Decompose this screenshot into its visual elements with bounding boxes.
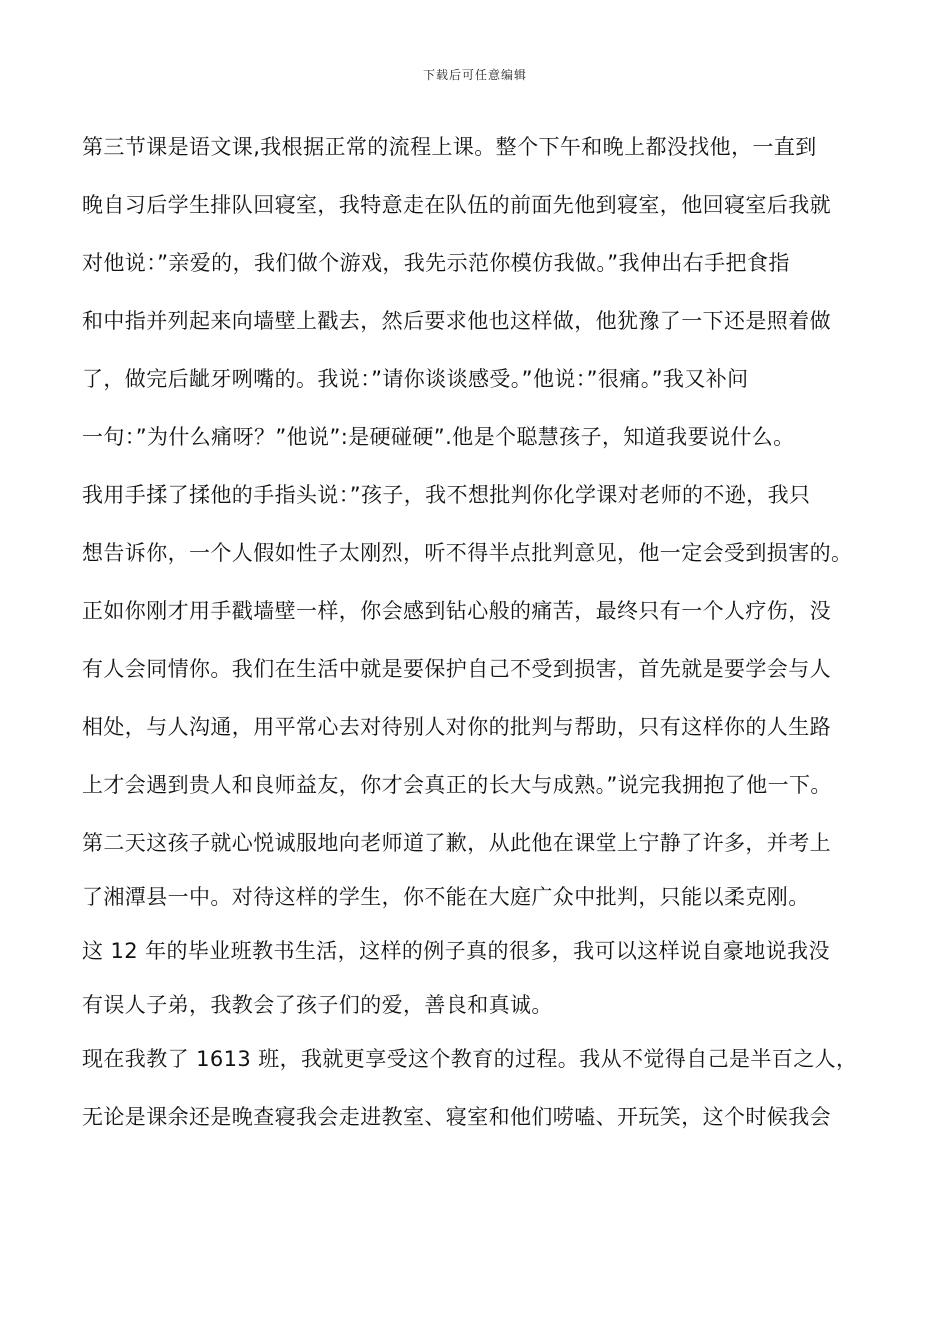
paragraph-line: 这 12 年的毕业班教书生活，这样的例子真的很多，我可以这样说自豪地说我没 — [82, 939, 830, 963]
paragraph-line: 了，做完后龇牙咧嘴的。我说：”请你谈谈感受。”他说：”很痛。”我又补问 — [82, 367, 749, 391]
paragraph-line: 无论是课余还是晚查寝我会走进教室、寝室和他们唠嗑、开玩笑，这个时候我会 — [82, 1105, 831, 1129]
paragraph-line: 想告诉你，一个人假如性子太刚烈，听不得半点批判意见，他一定会受到损害的。 — [82, 541, 853, 565]
paragraph-line: 第二天这孩子就心悦诚服地向老师道了歉，从此他在课堂上宁静了许多，并考上 — [82, 831, 831, 855]
paragraph-line: 我用手揉了揉他的手指头说：”孩子，我不想批判你化学课对老师的不逊，我只 — [82, 483, 811, 507]
paragraph-line: 上才会遇到贵人和良师益友，你才会真正的长大与成熟。”说完我拥抱了他一下。 — [82, 773, 832, 797]
paragraph-line: 和中指并列起来向墙壁上戳去，然后要求他也这样做，他犹豫了一下还是照着做 — [82, 309, 831, 333]
document-body — [82, 118, 882, 1146]
paragraph-line: 现在我教了 1613 班，我就更享受这个教育的过程。我从不觉得自己是半百之人， — [82, 1047, 858, 1071]
paragraph-line: 有人会同情你。我们在生活中就是要保护自己不受到损害，首先就是要学会与人 — [82, 657, 831, 681]
paragraph-line: 相处，与人沟通，用平常心去对待别人对你的批判与帮助，只有这样你的人生路 — [82, 715, 831, 739]
paragraph-line: 一句：”为什么痛呀？”他说”:是硬碰硬”.他是个聪慧孩子，知道我要说什么。 — [82, 425, 795, 449]
paragraph-line: 有误人子弟，我教会了孩子们的爱，善良和真诚。 — [82, 993, 553, 1017]
paragraph-line: 对他说：”亲爱的，我们做个游戏，我先示范你模仿我做。”我伸出右手把食指 — [82, 251, 790, 275]
paragraph-line: 第三节课是语文课,我根据正常的流程上课。整个下午和晚上都没找他，一直到 — [82, 135, 817, 159]
paragraph-line: 晚自习后学生排队回寝室，我特意走在队伍的前面先他到寝室，他回寝室后我就 — [82, 193, 831, 217]
page-header: 下载后可任意编辑 — [422, 68, 527, 82]
paragraph-line: 了湘潭县一中。对待这样的学生，你不能在大庭广众中批判，只能以柔克刚。 — [82, 885, 810, 909]
paragraph-line: 正如你刚才用手戳墙壁一样，你会感到钻心般的痛苦，最终只有一个人疗伤，没 — [82, 599, 831, 623]
